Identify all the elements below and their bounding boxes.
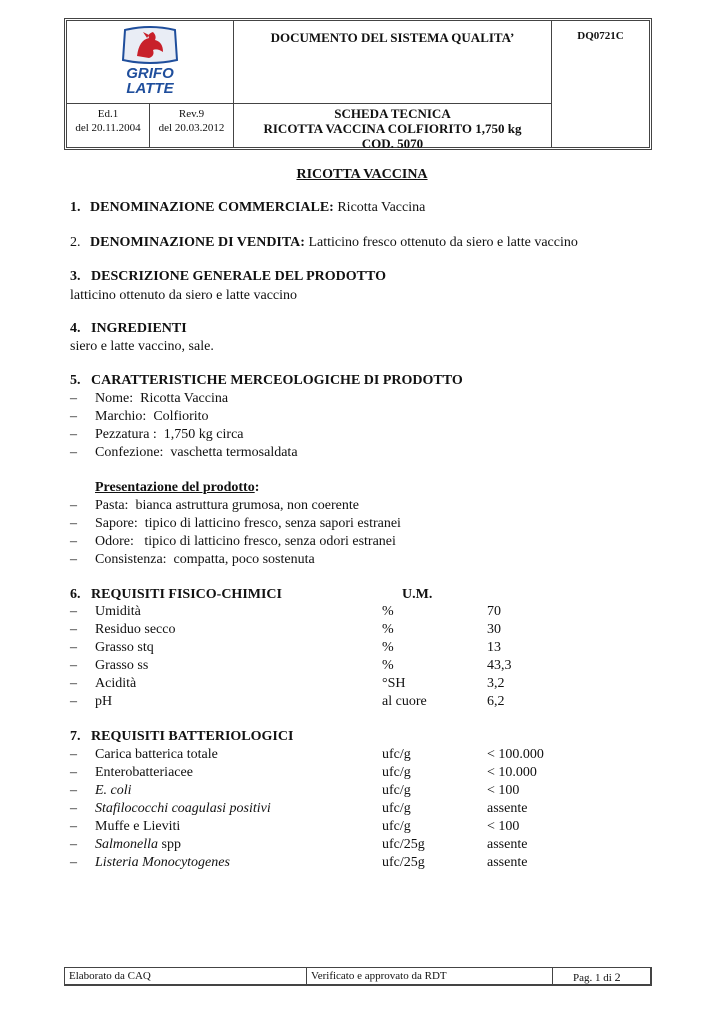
sheet-code: COD. 5070: [361, 136, 424, 151]
microbe-limit: < 100: [487, 783, 520, 798]
list-dash: –: [70, 765, 77, 780]
presentation-heading: [95, 479, 259, 497]
list-item: Pasta: bianca astruttura grumosa, non coerente: [95, 498, 359, 513]
section-1-number: 1.: [70, 200, 81, 215]
param-value: 6,2: [487, 694, 505, 709]
param-value: 70: [487, 604, 501, 619]
param-name: Grasso stq: [95, 640, 154, 655]
document-header: [64, 18, 652, 150]
section-5-heading: 5. CARATTERISTICHE MERCEOLOGICHE DI PRODOTTO: [70, 373, 463, 388]
param-name: Umidità: [95, 604, 141, 619]
um-column-header: U.M.: [402, 587, 433, 602]
microbe-name: Stafilococchi coagulasi positivi: [95, 801, 271, 816]
microbe-unit: ufc/g: [382, 765, 411, 780]
microbe-limit: < 100: [487, 819, 520, 834]
param-unit: %: [382, 622, 394, 637]
revision-label: Rev.9: [178, 108, 205, 120]
microbe-limit: assente: [487, 801, 528, 816]
param-value: 30: [487, 622, 501, 637]
list-dash: –: [70, 694, 77, 709]
list-dash: –: [70, 658, 77, 673]
param-unit: %: [382, 640, 394, 655]
microbe-limit: < 10.000: [487, 765, 537, 780]
param-value: 3,2: [487, 676, 505, 691]
microbe-name: Listeria Monocytogenes: [95, 855, 230, 870]
microbe-unit: ufc/25g: [382, 855, 425, 870]
param-name: Residuo secco: [95, 622, 176, 637]
list-dash: –: [70, 427, 77, 442]
list-item: Nome: Ricotta Vaccina: [95, 391, 229, 406]
param-unit: %: [382, 604, 394, 619]
section-2: [70, 234, 578, 252]
doc-system-title: DOCUMENTO DEL SISTEMA QUALITA’: [270, 30, 515, 45]
section-4-text: siero e latte vaccino, sale.: [70, 339, 214, 354]
sheet-product: RICOTTA VACCINA COLFIORITO 1,750 kg: [263, 121, 522, 136]
list-dash: –: [70, 391, 77, 406]
logo-text-grifo: GRIFO: [126, 65, 174, 82]
list-item: Sapore: tipico di latticino fresco, senza sapori estranei: [95, 516, 401, 531]
list-dash: –: [70, 604, 77, 619]
microbe-name-suffix: spp: [158, 837, 181, 852]
edition-label: Ed.1: [97, 108, 119, 120]
list-dash: –: [70, 409, 77, 424]
page-total: 2: [614, 970, 621, 984]
section-4-heading: 4. INGREDIENTI: [70, 321, 187, 336]
list-dash: –: [70, 516, 77, 531]
list-dash: –: [70, 552, 77, 567]
prepared-by: Elaborato da CAQ: [69, 970, 151, 982]
list-item: Pezzatura : 1,750 kg circa: [95, 427, 244, 442]
microbe-unit: ufc/g: [382, 801, 411, 816]
section-2-label: DENOMINAZIONE DI VENDITA:: [90, 235, 305, 250]
list-dash: –: [70, 801, 77, 816]
list-dash: –: [70, 445, 77, 460]
microbe-unit: ufc/g: [382, 819, 411, 834]
list-dash: –: [70, 534, 77, 549]
list-dash: –: [70, 622, 77, 637]
microbe-name-wrap: [95, 836, 181, 854]
param-unit: °SH: [382, 676, 406, 691]
microbe-name: Enterobatteriacee: [95, 765, 193, 780]
list-dash: –: [70, 855, 77, 870]
param-name: Acidità: [95, 676, 137, 691]
list-dash: –: [70, 837, 77, 852]
list-item: Confezione: vaschetta termosaldata: [95, 445, 298, 460]
list-item: Consistenza: compatta, poco sostenuta: [95, 552, 315, 567]
page-number: [573, 970, 621, 985]
approved-by: Verificato e approvato da RDT: [311, 970, 447, 982]
microbe-limit: assente: [487, 837, 528, 852]
doc-code: DQ0721C: [577, 30, 624, 42]
sheet-title: SCHEDA TECNICA: [334, 106, 451, 121]
section-2-number: 2.: [70, 235, 81, 250]
microbe-unit: ufc/g: [382, 783, 411, 798]
param-name: Grasso ss: [95, 658, 149, 673]
list-dash: –: [70, 498, 77, 513]
list-dash: –: [70, 640, 77, 655]
microbe-limit: < 100.000: [487, 747, 544, 762]
list-dash: –: [70, 747, 77, 762]
section-3-text: latticino ottenuto da siero e latte vaccino: [70, 288, 298, 303]
microbe-unit: ufc/25g: [382, 837, 425, 852]
section-1-value: Ricotta Vaccina: [333, 200, 426, 215]
document-footer: [64, 967, 652, 986]
section-1-label: DENOMINAZIONE COMMERCIALE:: [90, 200, 334, 215]
list-dash: –: [70, 676, 77, 691]
param-name: pH: [95, 694, 113, 709]
section-1: [70, 199, 425, 217]
list-item: Marchio: Colfiorito: [95, 409, 209, 424]
list-dash: –: [70, 783, 77, 798]
section-3-heading: 3. DESCRIZIONE GENERALE DEL PRODOTTO: [70, 269, 386, 284]
list-item: Odore: tipico di latticino fresco, senza odori estranei: [95, 534, 396, 549]
microbe-name: E. coli: [95, 783, 132, 798]
list-dash: –: [70, 819, 77, 834]
section-7-heading: 7. REQUISITI BATTERIOLOGICI: [70, 729, 294, 744]
page-title: RICOTTA VACCINA: [296, 167, 428, 182]
presentation-label: Presentazione del prodotto: [95, 480, 255, 495]
param-value: 43,3: [487, 658, 512, 673]
microbe-name: Muffe e Lieviti: [95, 819, 181, 834]
edition-date: del 20.11.2004: [75, 122, 141, 134]
microbe-limit: assente: [487, 855, 528, 870]
grifo-latte-logo: [117, 26, 183, 98]
presentation-colon: :: [254, 480, 260, 495]
param-unit: al cuore: [382, 694, 427, 709]
param-unit: %: [382, 658, 394, 673]
microbe-name: Carica batterica totale: [95, 747, 218, 762]
logo-text-latte: LATTE: [126, 80, 174, 97]
section-6-heading: 6. REQUISITI FISICO-CHIMICI: [70, 587, 282, 602]
section-2-value: Latticino fresco ottenuto da siero e latte vaccino: [304, 235, 578, 250]
param-value: 13: [487, 640, 501, 655]
microbe-unit: ufc/g: [382, 747, 411, 762]
page-label: Pag. 1 di: [573, 972, 615, 984]
microbe-name: Salmonella: [95, 837, 158, 852]
revision-date: del 20.03.2012: [158, 122, 225, 134]
